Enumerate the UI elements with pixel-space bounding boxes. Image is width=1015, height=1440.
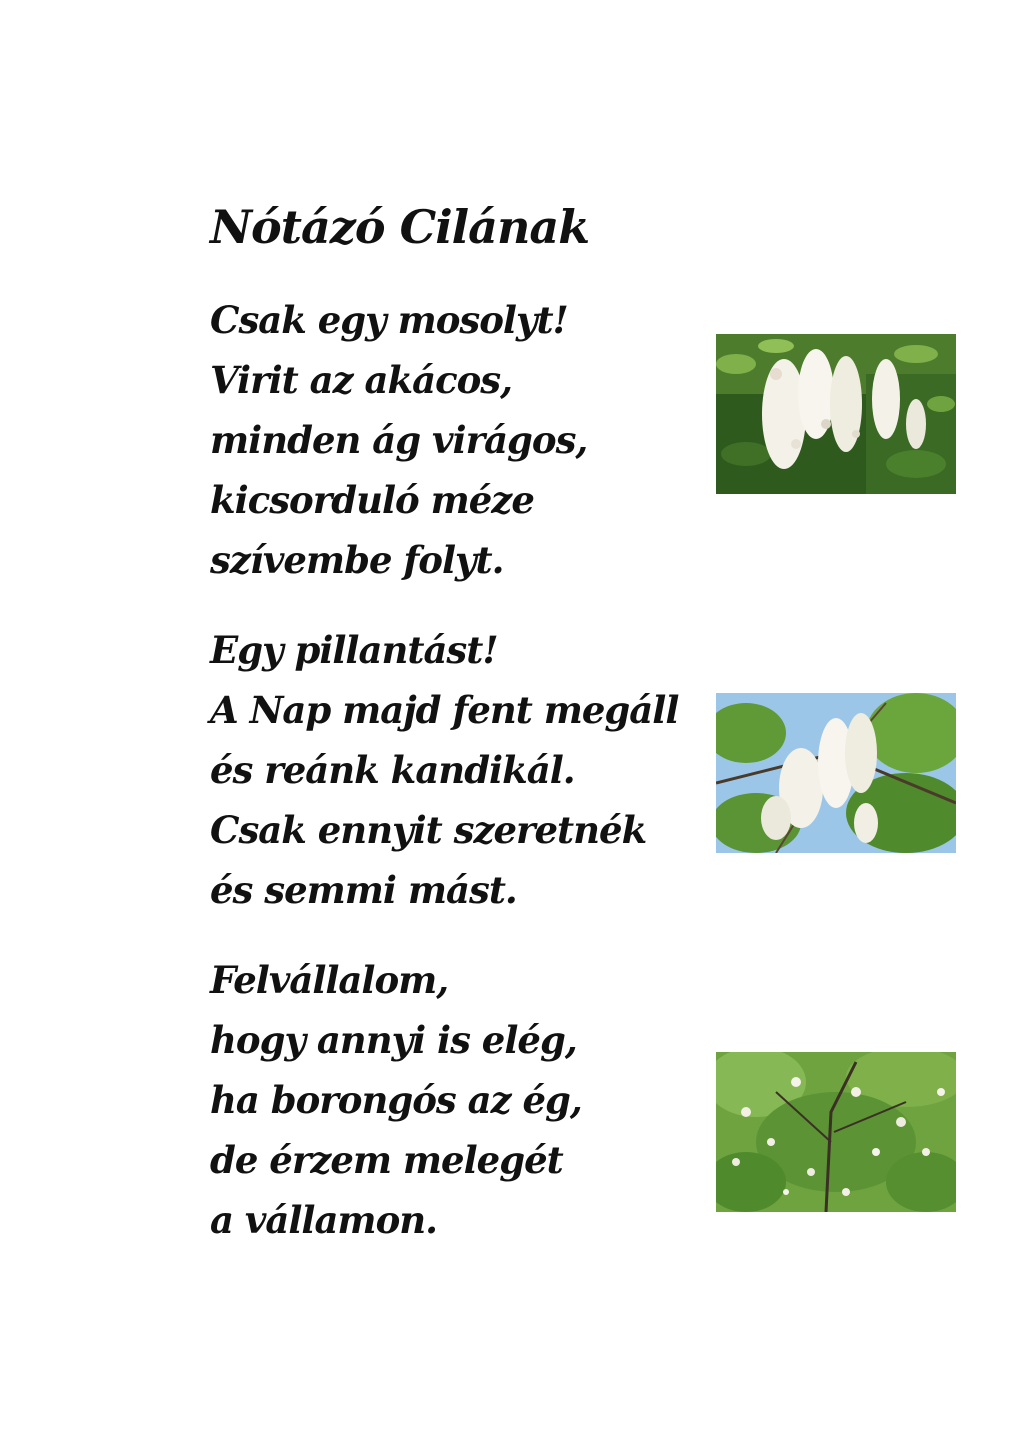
stanza-line: a vállamon.: [210, 1198, 438, 1242]
stanza-line: Csak ennyit szeretnék: [210, 808, 647, 852]
stanza-line: Egy pillantást!: [210, 628, 498, 672]
stanza-line: és reánk kandikál.: [210, 748, 575, 792]
stanza-1: [210, 290, 587, 590]
stanza-line: Felvállalom,: [210, 958, 449, 1002]
acacia-blossom-closeup-photo: [716, 334, 956, 494]
stanza-line: Csak egy mosolyt!: [210, 298, 568, 342]
acacia-tree-canopy-photo: [716, 1052, 956, 1212]
stanza-line: kicsorduló méze: [210, 478, 534, 522]
poem-title: Nótázó Cilának: [210, 200, 590, 254]
stanza-2: [210, 620, 678, 920]
stanza-line: ha borongós az ég,: [210, 1078, 582, 1122]
stanza-line: Virit az akácos,: [210, 358, 513, 402]
stanza-line: de érzem melegét: [210, 1138, 563, 1182]
acacia-branch-blossom-photo: [716, 693, 956, 853]
stanza-line: minden ág virágos,: [210, 418, 588, 462]
stanza-line: hogy annyi is elég,: [210, 1018, 577, 1062]
stanza-line: szívembe folyt.: [210, 538, 504, 582]
stanza-line: A Nap majd fent megáll: [210, 688, 679, 732]
stanza-line: és semmi mást.: [210, 868, 517, 912]
stanza-3: [210, 950, 582, 1250]
